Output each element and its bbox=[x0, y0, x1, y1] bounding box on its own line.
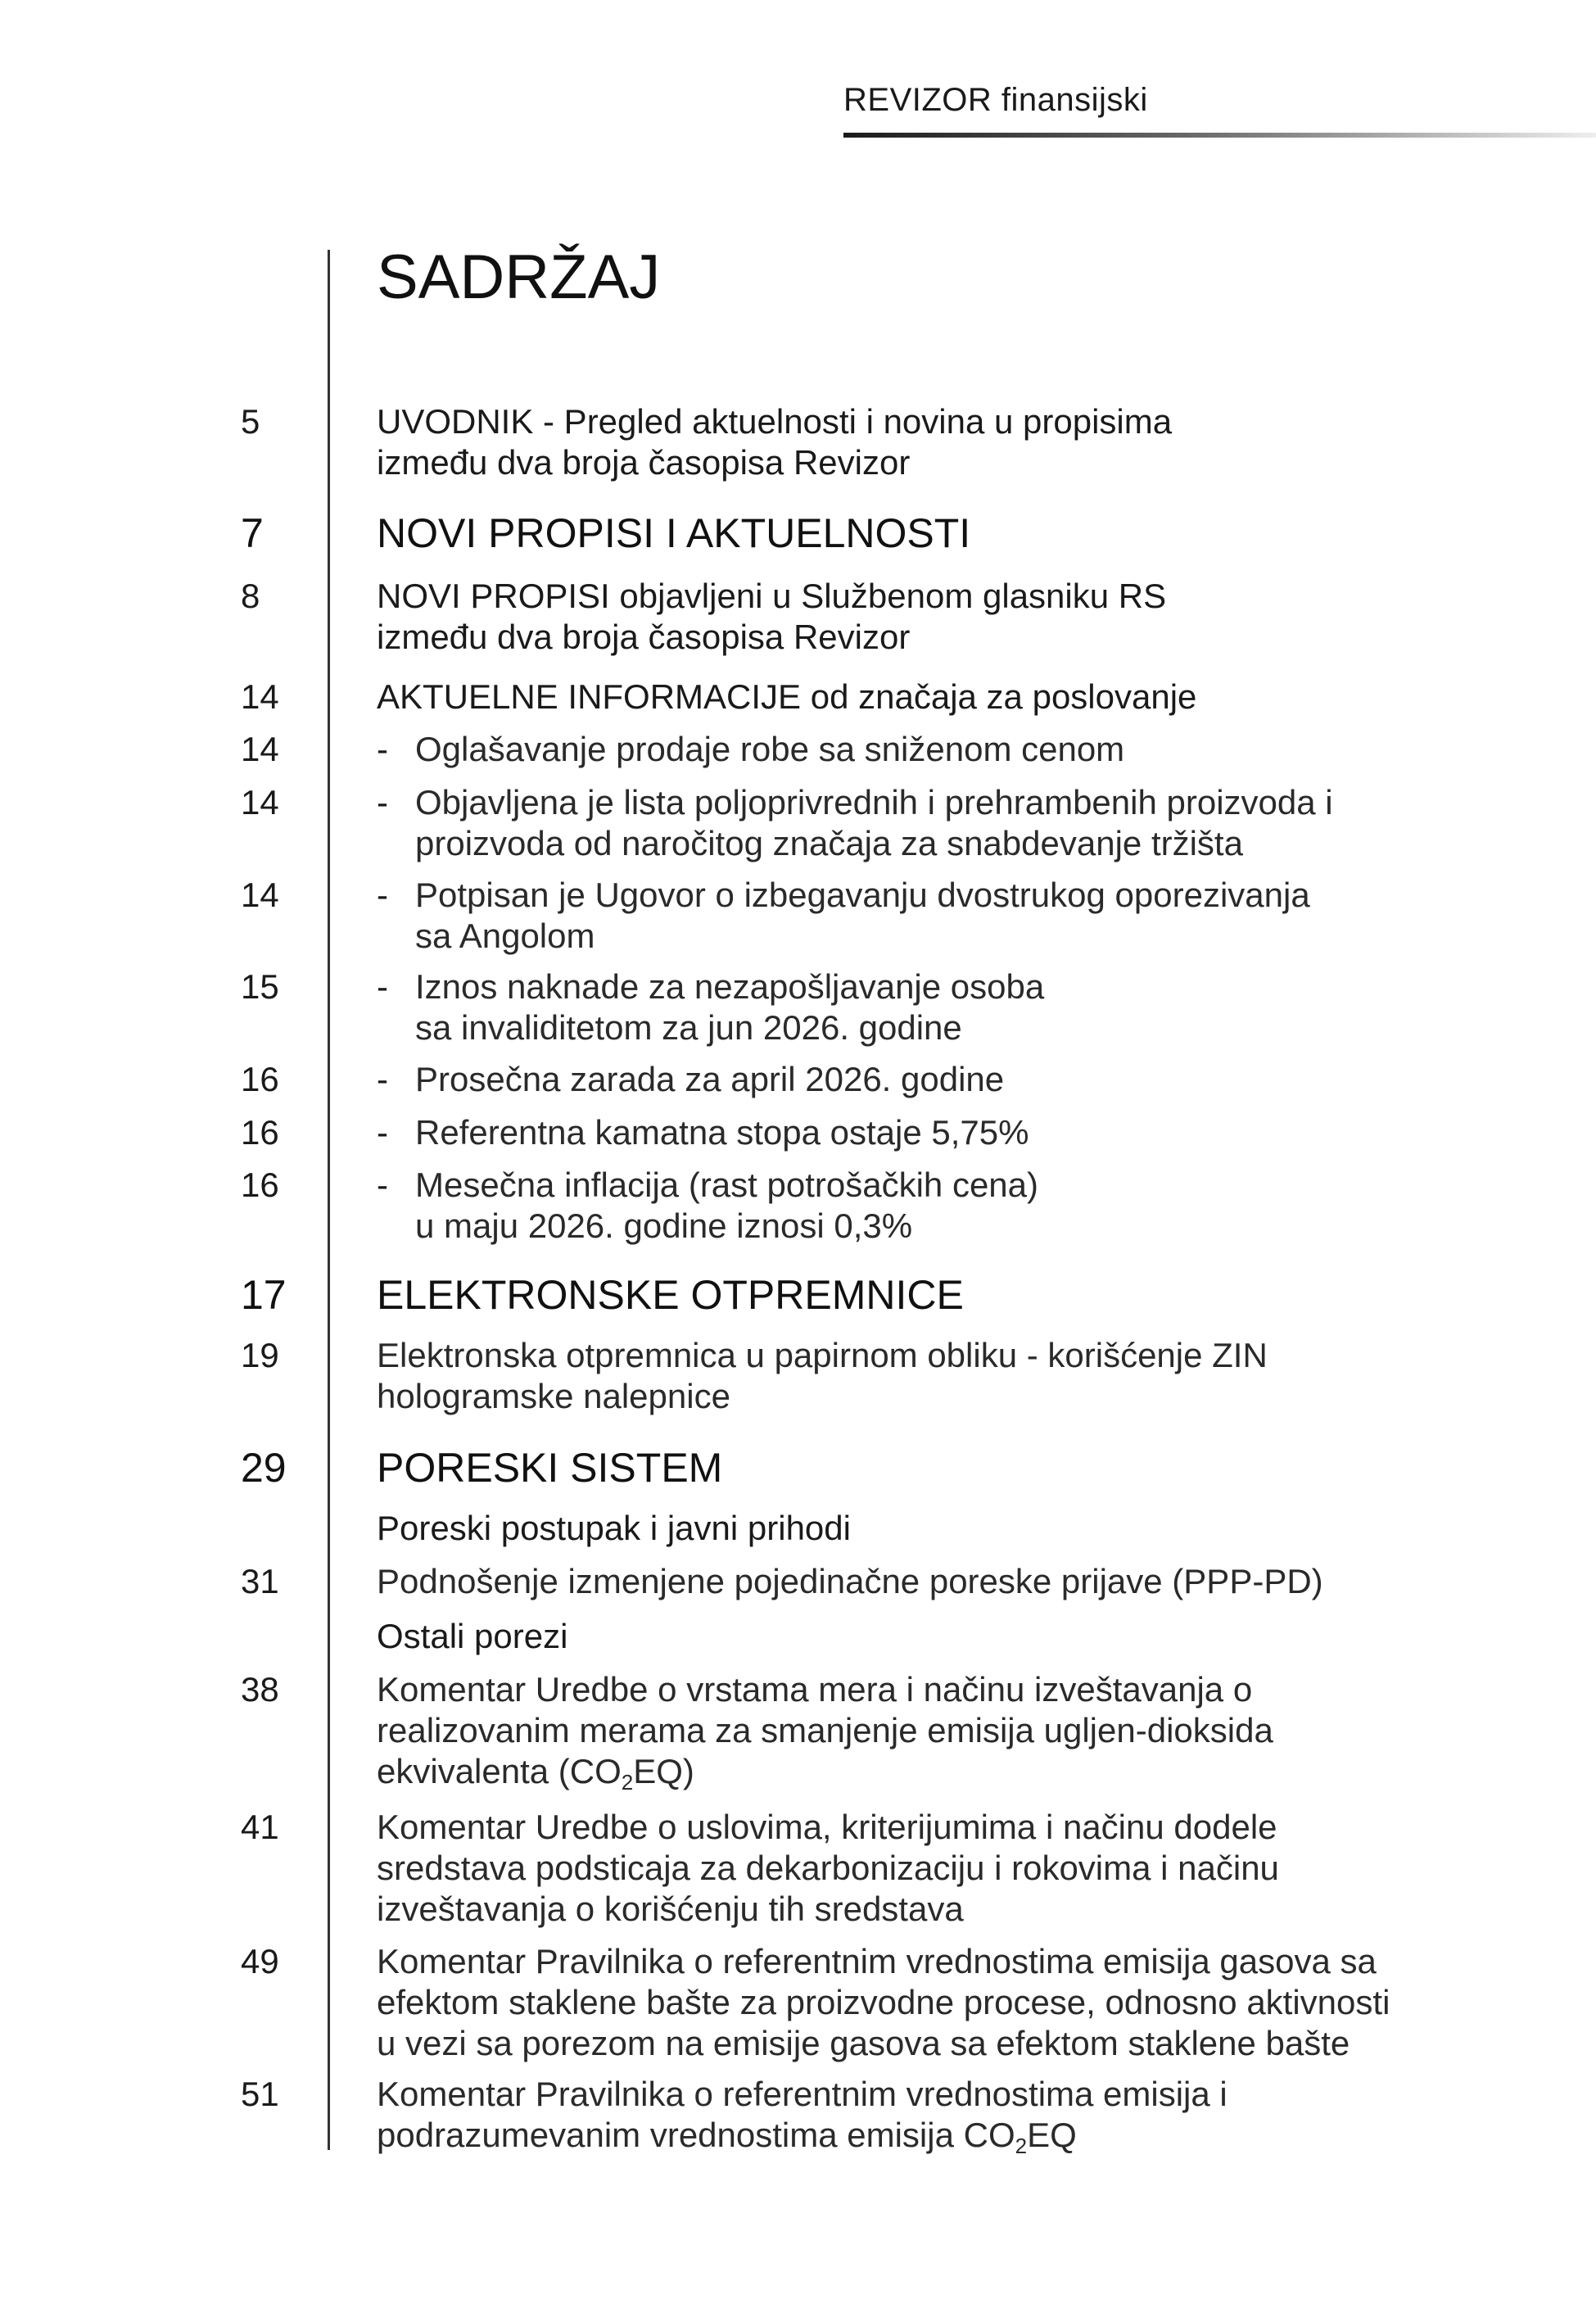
page-title: SADRŽAJ bbox=[377, 242, 661, 312]
vertical-divider bbox=[328, 250, 330, 2150]
toc-entry-title: Komentar Uredbe o vrstama mera i načinu izveštavanja o realizovanim merama za smanjenje emisija ugljen-dioksida ekvivalenta $(CO_2EQ)$ bbox=[377, 1670, 1273, 1795]
toc-entry-title: Komentar Pravilnika o referentnim vrednostima emisija i podrazumevanim vrednostima emisija $CO_2EQ$ bbox=[377, 2075, 1228, 2158]
toc-entry-title: UVODNIK - Pregled aktuelnosti i novina u propisima između dva broja časopisa Revizor bbox=[377, 402, 1173, 482]
bullet-dash: - bbox=[377, 783, 388, 822]
toc-page-number: 19 bbox=[241, 1336, 279, 1374]
toc-entry-title: Elektronska otpremnica u papirnom obliku - korišćenje ZIN hologramske nalepnice bbox=[377, 1336, 1268, 1415]
bullet-dash: - bbox=[377, 730, 388, 768]
toc-page-number: 51 bbox=[241, 2075, 279, 2113]
toc-page-number: 16 bbox=[241, 1113, 279, 1152]
toc-page-number: 31 bbox=[241, 1562, 279, 1600]
toc-subentry-title: Oglašavanje prodaje robe sa sniženom cenom bbox=[415, 730, 1125, 768]
toc-page-number: 16 bbox=[241, 1060, 279, 1098]
bullet-dash: - bbox=[377, 967, 388, 1006]
toc-subentry-title: Iznos naknade za nezapošljavanje osoba sa invaliditetom za jun 2026. godine bbox=[415, 967, 1045, 1047]
bullet-dash: - bbox=[377, 876, 388, 914]
toc-subentry-title: Prosečna zarada za april 2026. godine bbox=[415, 1060, 1005, 1098]
bullet-dash: - bbox=[377, 1166, 388, 1204]
toc-page-number: 14 bbox=[241, 876, 279, 914]
toc-section-title: NOVI PROPISI I AKTUELNOSTI bbox=[377, 510, 971, 556]
toc-entry-title: AKTUELNE INFORMACIJE od značaja za poslovanje bbox=[377, 677, 1197, 716]
toc-page-number: 49 bbox=[241, 1942, 279, 1980]
toc-entry-title: Komentar Pravilnika o referentnim vrednostima emisija gasova sa efektom staklene bašte za proizvodne procese, odnosno aktivnosti u vezi sa porezom na emisije gasova sa efektom staklene bašte bbox=[377, 1942, 1390, 2062]
toc-subentry-title: Potpisan je Ugovor o izbegavanju dvostrukog oporezivanja sa Angolom bbox=[415, 876, 1310, 955]
toc-page-number: 14 bbox=[241, 677, 279, 716]
toc-subsection-title: Ostali porezi bbox=[377, 1617, 568, 1655]
bullet-dash: - bbox=[377, 1113, 388, 1152]
toc-subentry-title: Referentna kamatna stopa ostaje 5,75% bbox=[415, 1113, 1029, 1152]
running-head: REVIZOR finansijski bbox=[843, 82, 1148, 118]
toc-page-number: 29 bbox=[241, 1445, 287, 1491]
toc-page-number: 15 bbox=[241, 967, 279, 1006]
toc-subsection-title: Poreski postupak i javni prihodi bbox=[377, 1509, 851, 1547]
toc-subentry-title: Mesečna inflacija (rast potrošačkih cena) u maju 2026. godine iznosi 0,3% bbox=[415, 1166, 1039, 1245]
toc-section-title: ELEKTRONSKE OTPREMNICE bbox=[377, 1272, 964, 1318]
toc-page-number: 41 bbox=[241, 1808, 279, 1846]
toc-entry-title: NOVI PROPISI objavljeni u Službenom glasniku RS između dva broja časopisa Revizor bbox=[377, 577, 1167, 656]
toc-entry-title: Podnošenje izmenjene pojedinačne poreske prijave (PPP-PD) bbox=[377, 1562, 1323, 1600]
toc-page-number: 14 bbox=[241, 730, 279, 768]
running-head-rule bbox=[843, 133, 1596, 138]
toc-entry-title: Komentar Uredbe o uslovima, kriterijumima i načinu dodele sredstava podsticaja za dekarbonizaciju i rokovima i načinu izveštavanja o korišćenju tih sredstava bbox=[377, 1808, 1279, 1928]
toc-page-number: 8 bbox=[241, 577, 260, 615]
toc-page-number: 14 bbox=[241, 783, 279, 822]
toc-page-number: 5 bbox=[241, 402, 260, 441]
toc-page-number: 16 bbox=[241, 1166, 279, 1204]
toc-subentry-title: Objavljena je lista poljoprivrednih i prehrambenih proizvoda i proizvoda od naročitog značaja za snabdevanje tržišta bbox=[415, 783, 1333, 862]
toc-page-number: 17 bbox=[241, 1272, 287, 1318]
toc-page-number: 38 bbox=[241, 1670, 279, 1709]
toc-page-number: 7 bbox=[241, 510, 264, 556]
bullet-dash: - bbox=[377, 1060, 388, 1098]
toc-section-title: PORESKI SISTEM bbox=[377, 1445, 723, 1491]
